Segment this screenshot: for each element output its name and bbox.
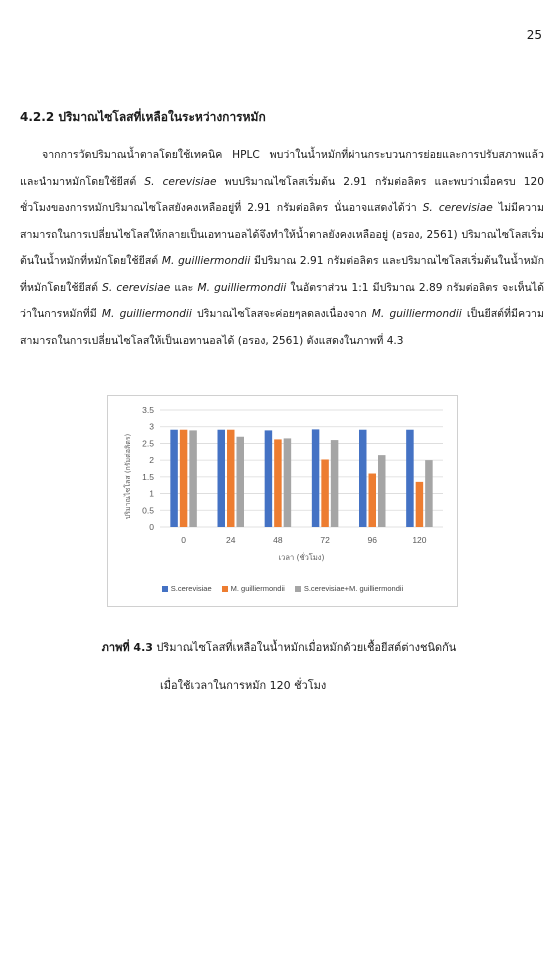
paragraph-text: เป็นยีสต์ที่มีความสามารถในการเปลี่ยนไซโลสให้เป็นเอทานอลได้ (อรอง, 2561) ดังแสดงในภาพที่ 4.3 (20, 308, 544, 347)
bar (189, 430, 197, 527)
chart-legend (108, 584, 457, 593)
bar (274, 439, 282, 527)
legend-item (295, 584, 403, 593)
bar (218, 430, 226, 527)
bar (312, 429, 320, 527)
bar (227, 430, 235, 527)
page-number: 25 (526, 28, 542, 42)
legend-label: S.cerevisiae+M. guilliermondii (303, 584, 404, 593)
bar (180, 430, 188, 527)
legend-item (162, 584, 212, 593)
bar (331, 440, 339, 527)
x-tick-label: 48 (273, 535, 283, 545)
bar-chart (108, 396, 457, 606)
x-tick-label: 96 (367, 535, 377, 545)
bar (425, 460, 433, 527)
legend-swatch (162, 586, 168, 592)
paragraph-text: มีปริมาณ 2.91 กรัมต่อลิตร และปริมาณไซโลสเริ่มต้นในน้ำหมักที่หมักโดยใช้ยีสต์ (20, 255, 545, 294)
y-tick-label: 2 (149, 455, 154, 466)
y-tick-label: 0.5 (142, 505, 154, 516)
species-name: S. cerevisiae (422, 202, 493, 214)
legend-label: M. guilliermondii (230, 584, 285, 593)
x-tick-label: 24 (226, 535, 236, 545)
paragraph-text: พบปริมาณไซโลสเริ่มต้น 2.91 กรัมต่อลิตร และพบว่าเมื่อครบ 120 ชั่วโมงของการหมักปริมาณไซโลสยังคงเหลืออยู่ที่ 2.91 กรัมต่อลิตร นั่นอาจแสดงได้ว่า (20, 175, 544, 214)
legend-swatch (295, 586, 301, 592)
x-tick-label: 0 (181, 535, 186, 545)
paragraph-text: และ (170, 281, 198, 294)
bar (284, 438, 292, 527)
bar (237, 437, 245, 527)
y-tick-label: 0 (149, 522, 154, 532)
x-axis-label: เวลา (ชั่วโมง) (278, 553, 325, 562)
species-name: M. guilliermondii (371, 308, 462, 320)
species-name: S. cerevisiae (102, 281, 171, 294)
y-tick-label: 1.5 (142, 471, 154, 482)
y-tick-label: 3 (149, 421, 154, 432)
section-heading: 4.2.2 ปริมาณไซโลสที่เหลือในระหว่างการหมัก (20, 110, 266, 124)
legend-swatch (222, 586, 228, 592)
paragraph-text: ไม่มีความสามารถในการเปลี่ยนไซโลสให้กลายเป็นเอทานอลได้จึงทำให้น้ำตาลยังคงเหลืออยู่ (อรอง, 2561) ปริมาณไซโลสเริ่มต้นในน้ำหมักที่หมักโดยใช้ยีสต์ (20, 202, 544, 267)
caption-text: ปริมาณไซโลสที่เหลือในน้ำหมักเมื่อหมักด้วยเชื้อยีสต์ต่างชนิดกัน (152, 641, 457, 654)
chart-container (107, 395, 458, 607)
paragraph-text: ปริมาณไซโลสจะค่อยๆลดลงเนื่องจาก (191, 308, 372, 320)
x-tick-label: 120 (412, 535, 427, 545)
body-paragraph (20, 142, 544, 354)
bar (170, 430, 178, 527)
figure-caption (0, 638, 558, 656)
bar (416, 482, 424, 527)
paragraph-text: ในอัตราส่วน 1:1 มีปริมาณ 2.89 กรัมต่อลิตร จะเห็นได้ว่าในการหมักที่มี (20, 281, 545, 320)
legend-label: S.cerevisiae (170, 584, 212, 593)
caption-label: ภาพที่ 4.3 (101, 641, 153, 654)
species-name: M. guilliermondii (101, 308, 192, 320)
y-tick-label: 3.5 (142, 405, 154, 415)
y-tick-label: 1 (149, 488, 154, 499)
bar (378, 455, 386, 527)
paragraph-text: จากการวัดปริมาณน้ำตาลโดยใช้เทคนิค HPLC พบว่าในน้ำหมักที่ผ่านกระบวนการย่อยและการปรับสภาพแล้วและนำมาหมักโดยใช้ยีสต์ (20, 149, 544, 188)
bar (321, 459, 329, 527)
bar (359, 430, 367, 527)
species-name: M. guilliermondii (197, 281, 287, 294)
bar (369, 474, 377, 527)
x-tick-label: 72 (320, 535, 330, 545)
bar (406, 430, 414, 527)
legend-item (222, 584, 285, 593)
y-tick-label: 2.5 (142, 438, 154, 449)
figure-caption-continued: เมื่อใช้เวลาในการหมัก 120 ชั่วโมง (160, 679, 327, 692)
species-name: M. guilliermondii (161, 255, 251, 267)
species-name: S. cerevisiae (144, 175, 217, 188)
y-axis-label: ปริมาณไซโลส (กรัมต่อลิตร) (124, 433, 132, 520)
bar (265, 430, 273, 527)
